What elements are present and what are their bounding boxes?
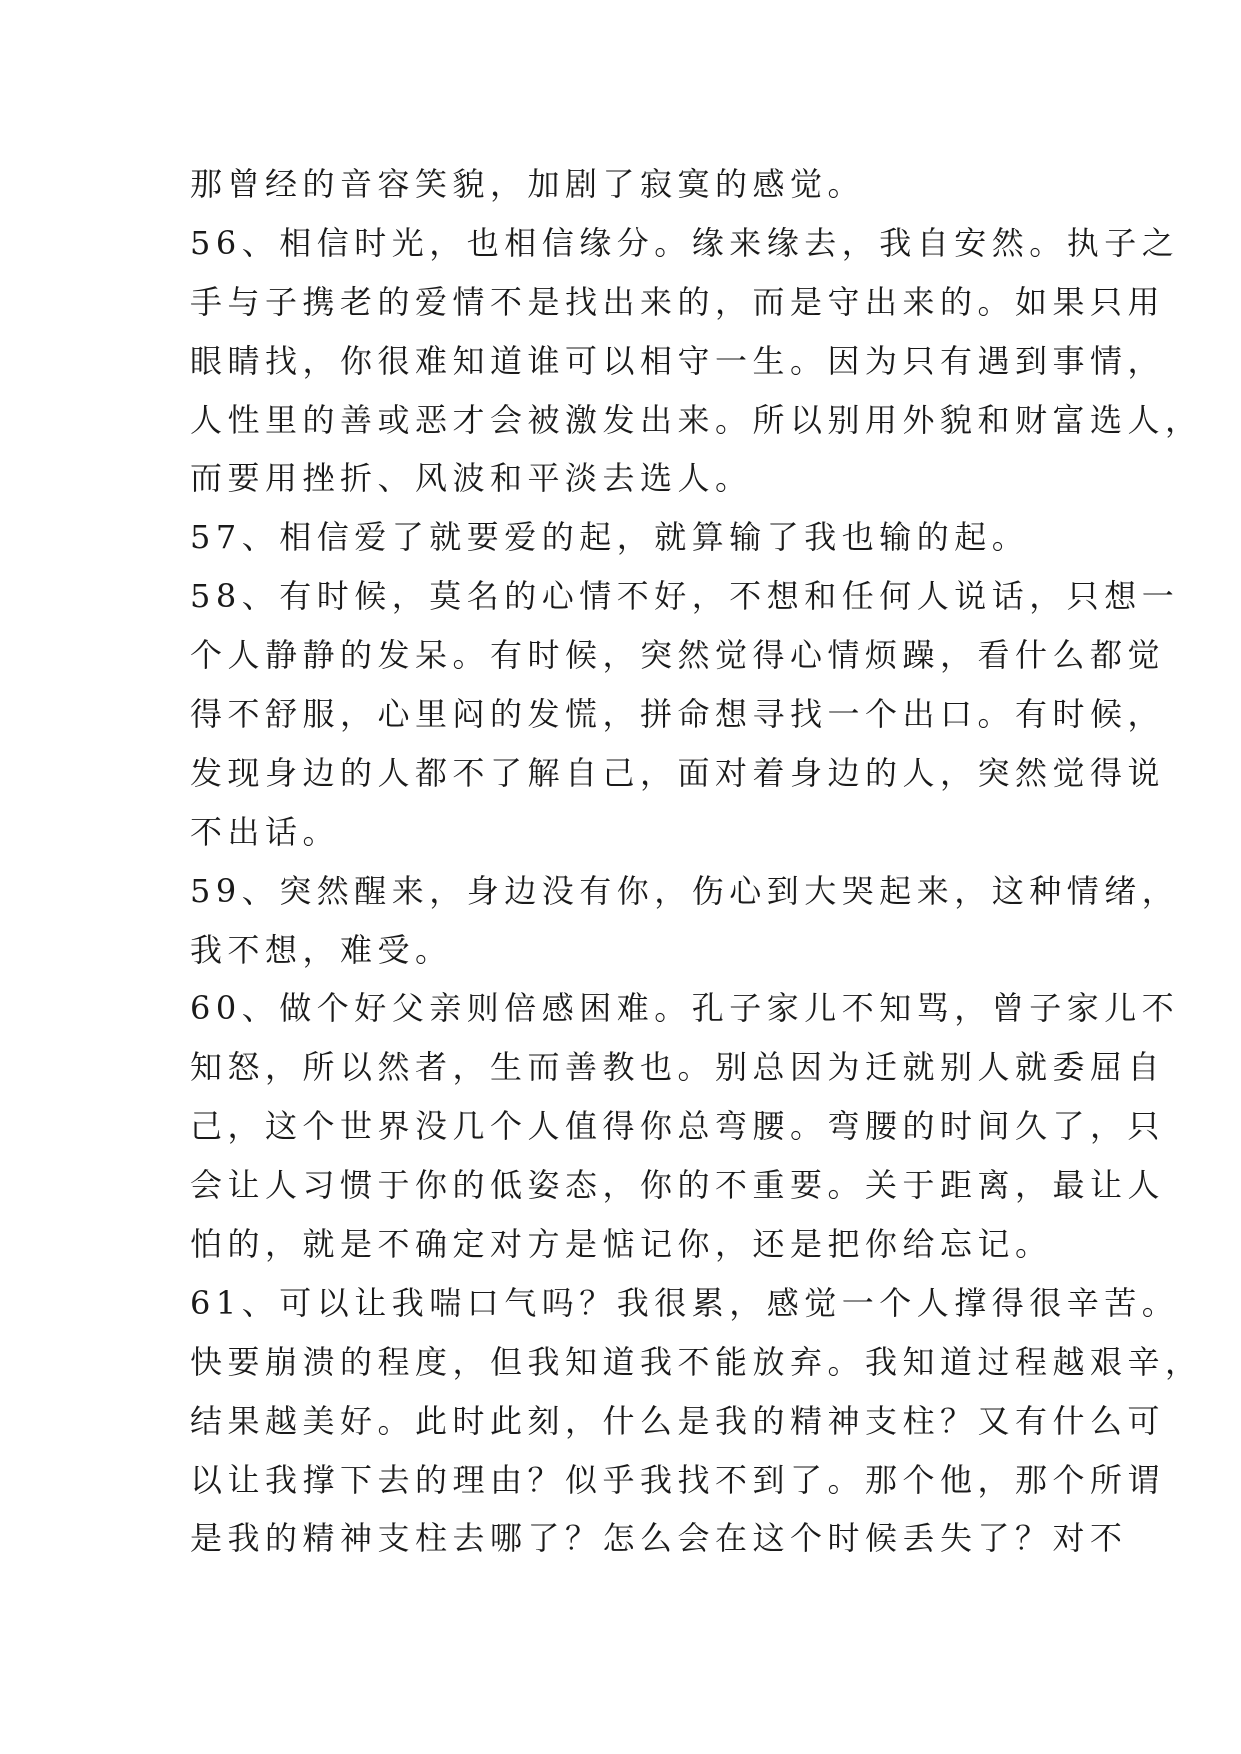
text-line: 手与子携老的爱情不是找出来的，而是守出来的。如果只用 (190, 282, 1166, 321)
text-line: 56、相信时光，也相信缘分。缘来缘去，我自安然。执子之 (190, 223, 1180, 262)
text-line: 快要崩溃的程度，但我知道我不能放弃。我知道过程越艰辛， (190, 1342, 1203, 1381)
text-line: 己，这个世界没几个人值得你总弯腰。弯腰的时间久了，只 (190, 1107, 1166, 1146)
text-line: 58、有时候，莫名的心情不好，不想和任何人说话，只想一 (190, 577, 1180, 616)
text-line: 结果越美好。此时此刻，什么是我的精神支柱？又有什么可 (190, 1401, 1166, 1440)
text-line: 怕的，就是不确定对方是惦记你，还是把你给忘记。 (190, 1225, 1053, 1264)
text-line: 不出话。 (190, 812, 341, 851)
text-line: 61、可以让我喘口气吗？我很累，感觉一个人撑得很辛苦。 (190, 1283, 1180, 1322)
text-line: 得不舒服，心里闷的发慌，拼命想寻找一个出口。有时候， (190, 695, 1166, 734)
text-line: 知怒，所以然者，生而善教也。别总因为迁就别人就委屈自 (190, 1048, 1166, 1087)
text-line: 我不想，难受。 (190, 930, 453, 969)
text-line: 那曾经的音容笑貌，加剧了寂寞的感觉。 (190, 165, 866, 203)
text-line: 57、相信爱了就要爱的起，就算输了我也输的起。 (190, 518, 1030, 557)
text-line: 眼睛找，你很难知道谁可以相守一生。因为只有遇到事情， (190, 341, 1166, 380)
text-line: 59、突然醒来，身边没有你，伤心到大哭起来，这种情绪， (190, 871, 1180, 910)
text-line: 是我的精神支柱去哪了？怎么会在这个时候丢失了？对不 (190, 1519, 1128, 1558)
text-line: 人性里的善或恶才会被激发出来。所以别用外貌和财富选人， (190, 400, 1203, 439)
text-line: 个人静静的发呆。有时候，突然觉得心情烦躁，看什么都觉 (190, 636, 1166, 675)
document-body (190, 155, 1203, 1568)
text-line: 发现身边的人都不了解自己，面对着身边的人，突然觉得说 (190, 753, 1166, 792)
text-line: 会让人习惯于你的低姿态，你的不重要。关于距离，最让人 (190, 1166, 1166, 1205)
text-line: 而要用挫折、风波和平淡去选人。 (190, 459, 753, 498)
text-line: 以让我撑下去的理由？似乎我找不到了。那个他，那个所谓 (190, 1460, 1166, 1499)
text-line: 60、做个好父亲则倍感困难。孔子家儿不知骂，曾子家儿不 (190, 989, 1180, 1028)
